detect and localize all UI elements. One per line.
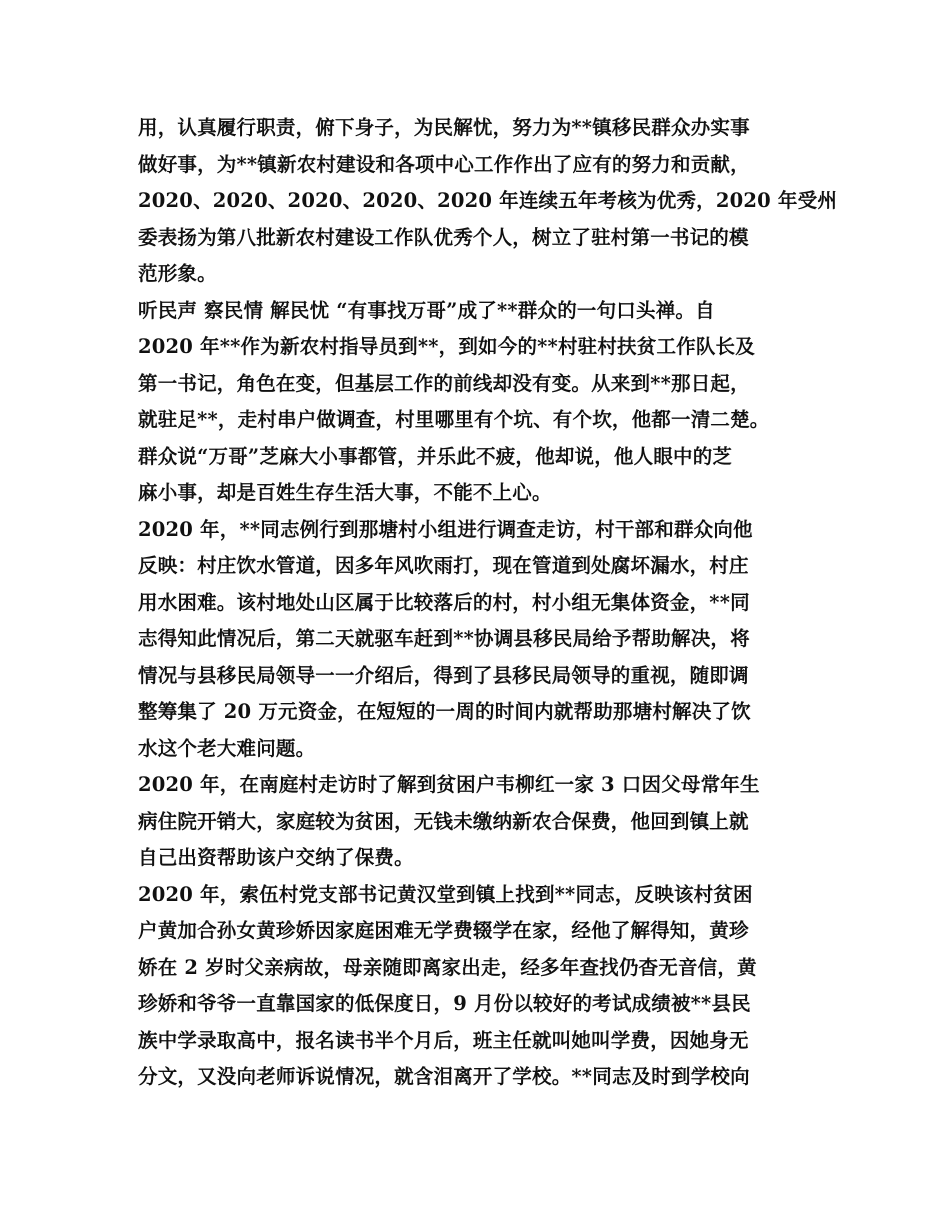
text-line: 珍娇和爷爷一直靠国家的低保度日，9 月份以较好的考试成绩被**县民 <box>138 992 751 1015</box>
text-line: 族中学录取高中，报名读书半个月后，班主任就叫她叫学费，因她身无 <box>138 1028 749 1052</box>
text-line: 娇在 2 岁时父亲病故，母亲随即离家出走，经多年查找仍杳无音信，黄 <box>138 955 757 979</box>
text-line: 2020 年，在南庭村走访时了解到贫困户韦柳红一家 3 口因父母常年生 <box>138 773 760 796</box>
text-line: 2020 年**作为新农村指导员到**，到如今的**村驻村扶贫工作队长及 <box>138 335 755 358</box>
text-line: 自己出资帮助该户交纳了保费。 <box>138 846 414 869</box>
text-line: 麻小事，却是百姓生存生活大事，不能不上心。 <box>138 481 552 504</box>
text-line: 志得知此情况后，第二天就驱车赶到**协调县移民局给予帮助解决，将 <box>138 627 750 650</box>
text-line: 2020、2020、2020、2020、2020 年连续五年考核为优秀，2020 年受州 <box>138 189 838 212</box>
body-text <box>138 110 838 1096</box>
text-line: 就驻足**，走村串户做调查，村里哪里有个坑、有个坎，他都一清二楚。 <box>138 408 770 431</box>
text-line: 分文，又没向老师诉说情况，就含泪离开了学校。**同志及时到学校向 <box>138 1065 750 1088</box>
text-line: 情况与县移民局领导一一介绍后，得到了县移民局领导的重视，随即调 <box>138 663 749 687</box>
text-line: 委表扬为第八批新农村建设工作队优秀个人，树立了驻村第一书记的模 <box>138 225 749 249</box>
text-line: 第一书记，角色在变，但基层工作的前线却没有变。从来到**那日起， <box>138 371 750 395</box>
text-line: 整筹集了 20 万元资金，在短短的一周的时间内就帮助那塘村解决了饮 <box>138 700 751 723</box>
text-line: 户黄加合孙女黄珍娇因家庭困难无学费辍学在家，经他了解得知，黄珍 <box>138 919 749 942</box>
text-line: 听民声 察民情 解民忧 “有事找万哥”成了**群众的一句口头禅。自 <box>138 298 715 322</box>
text-line: 群众说“万哥”芝麻大小事都管，并乐此不疲，他却说，他人眼中的芝 <box>138 444 733 468</box>
text-line: 水这个老大难问题。 <box>138 736 316 760</box>
text-line: 范形象。 <box>138 262 217 285</box>
text-line: 2020 年，**同志例行到那塘村小组进行调查走访，村干部和群众向他 <box>138 517 753 541</box>
text-line: 用水困难。该村地处山区属于比较落后的村，村小组无集体资金，**同 <box>138 590 750 614</box>
text-line: 做好事，为**镇新农村建设和各项中心工作作出了应有的努力和贡献， <box>138 152 750 176</box>
text-line: 用，认真履行职责，俯下身子，为民解忧，努力为**镇移民群众办实事 <box>138 116 750 139</box>
text-line: 病住院开销大，家庭较为贫困，无钱未缴纳新农合保费，他回到镇上就 <box>138 809 749 833</box>
text-line: 反映：村庄饮水管道，因多年风吹雨打，现在管道到处腐坏漏水，村庄 <box>138 554 749 577</box>
text-line: 2020 年，索伍村党支部书记黄汉堂到镇上找到**同志，反映该村贫困 <box>138 882 753 906</box>
